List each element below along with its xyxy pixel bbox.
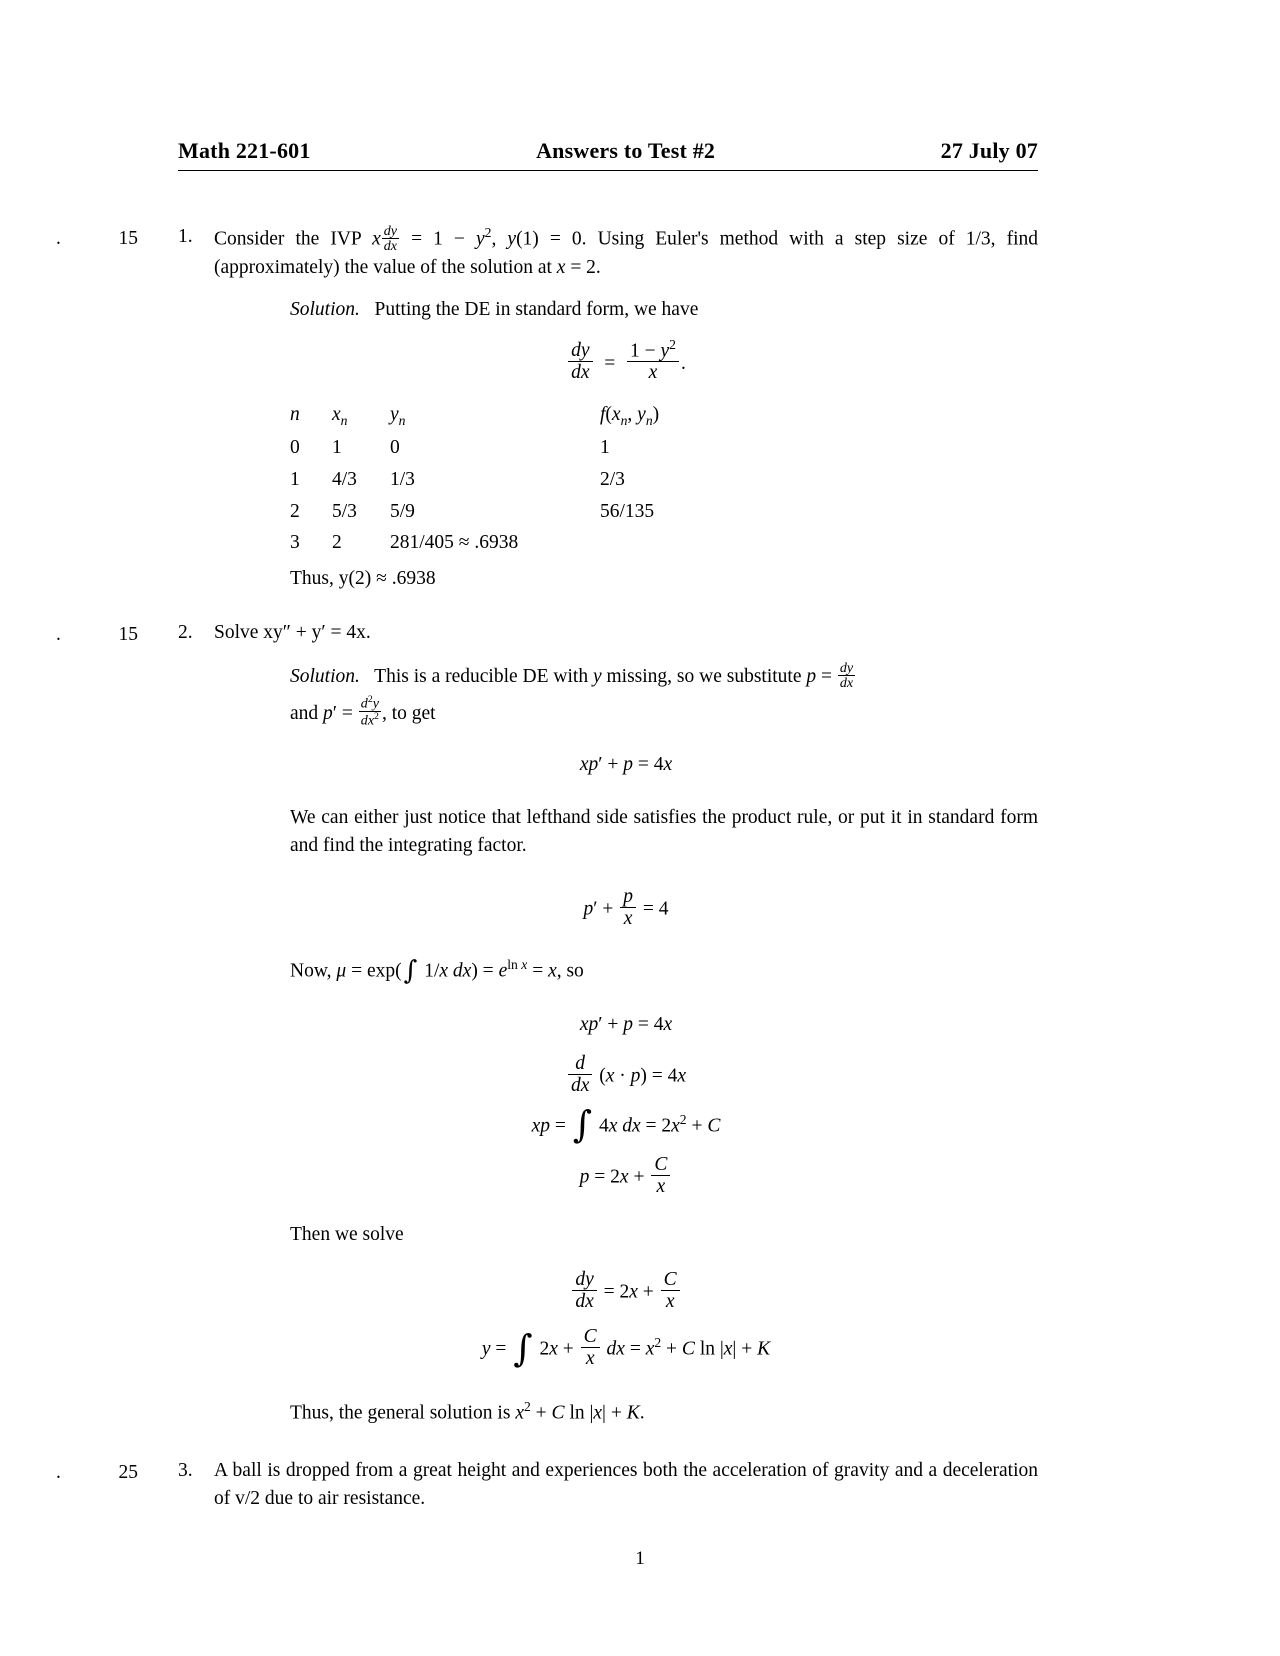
col-header-f: f	[600, 404, 606, 426]
problem-1-solution-label: Solution.	[290, 298, 360, 320]
cell-yn: 1/3	[390, 469, 415, 491]
problem-1-number: 1.	[178, 226, 193, 247]
problem-3-number: 3.	[178, 1460, 193, 1482]
problem-2-chain-line-2: $\frac{d}{dx}$ (x · p) = 4x	[214, 1053, 1038, 1096]
cell-f	[600, 527, 800, 559]
document-body	[56, 205, 1039, 1513]
problem-2-solution-text-d: , to get	[381, 703, 436, 725]
problem-1-points-value: 15	[118, 228, 138, 249]
problem-2	[56, 619, 1038, 1427]
cell-xn: 5/3	[332, 500, 357, 522]
problem-3	[56, 1457, 1038, 1512]
problem-2-final-answer: Thus, the general solution is $x^2 + C$ ln |x| + K.	[290, 1399, 645, 1424]
header-course: Math 221-601	[178, 138, 311, 163]
page-header	[178, 138, 1038, 171]
problem-1-standard-form-equation: $\frac{dy}{dx}$ = $\frac{1 - y^2}{x}$ .	[214, 338, 1038, 384]
problem-2-solution-text-c: and	[290, 703, 324, 725]
problem-2-chain2-line-2: y = ∫ 2x + $\frac{C}{x}$ dx = $x^2 + C$ ln |x| + K	[481, 1325, 771, 1370]
table-row	[290, 527, 800, 559]
cell-n: 0	[290, 437, 300, 459]
problem-1-statement-a: Consider the IVP	[214, 228, 373, 250]
cell-f: 56/135	[600, 500, 655, 522]
problem-1-conclusion: Thus, y(2) ≈ .6938	[290, 568, 436, 590]
table-row	[290, 432, 800, 464]
problem-2-solution-line-1: Solution. This is a reducible DE with y missing, so we substitute p = $\frac{dy}{dx}$	[290, 659, 854, 692]
problem-2-solution-line-2: and p′ = $\frac{d^2y}{dx^2}$ , to get	[290, 693, 436, 730]
header-title: Answers to Test #2	[536, 138, 716, 163]
problem-1	[56, 222, 1039, 593]
bullet-dot: .	[56, 228, 61, 249]
problem-2-statement: Solve xy″ + y′ = 4x.	[214, 621, 371, 643]
col-header-yn: $y_n$	[390, 404, 406, 428]
problem-3-points	[56, 1459, 138, 1487]
problem-2-mu-line: Now, μ = exp(∫ 1/x $dx) = e^{ln x} = x$, so	[290, 956, 584, 987]
problem-1-statement-b: ,	[491, 228, 508, 250]
cell-yn: 5/9	[390, 500, 415, 522]
problem-2-equation-standard-form: p′ + $\frac{p}{x}$ = 4	[583, 885, 669, 929]
cell-xn: 4/3	[332, 469, 357, 491]
euler-method-table	[290, 399, 800, 559]
cell-f: 2/3	[600, 469, 625, 491]
cell-n: 3	[290, 532, 300, 554]
problem-2-number: 2.	[178, 621, 193, 643]
problem-2-then-we-solve: Then we solve	[290, 1224, 404, 1246]
problem-2-mu-text-a: Now,	[290, 960, 337, 982]
problem-2-chain-line-4: p = 2x + $\frac{C}{x}$	[214, 1154, 1038, 1197]
cell-n: 1	[290, 469, 300, 491]
col-header-n: n	[290, 404, 300, 426]
header-date: 27 July 07	[940, 138, 1038, 163]
cell-xn: 2	[332, 532, 342, 554]
problem-2-points-value: 15	[118, 623, 138, 645]
problem-3-points-value: 25	[118, 1462, 138, 1484]
problem-2-solution-text-a: This is a reducible DE with	[374, 665, 593, 687]
problem-2-points	[56, 621, 138, 649]
problem-2-chain2-line-1: $\frac{dy}{dx}$ = 2x + $\frac{C}{x}$	[214, 1269, 1038, 1312]
bullet-dot: .	[56, 623, 61, 645]
cell-f: 1	[600, 437, 610, 459]
problem-1-statement: Consider the IVP x $\frac{dy}{dx}$ = $1 - y^2$, y(1) = 0. Using Euler's method with a step size of 1/3, find (approximately) the value of the solution at x = 2.	[214, 222, 1039, 279]
cell-n: 2	[290, 500, 300, 522]
table-row	[290, 464, 800, 496]
cell-xn: 1	[332, 437, 342, 459]
problem-1-solution-intro: Putting the DE in standard form, we have	[374, 298, 699, 320]
problem-1-solution	[290, 296, 1038, 324]
cell-yn: 0	[390, 437, 400, 459]
problem-2-chain-line-1: xp′ + p = 4x	[579, 1014, 673, 1036]
problem-1-points	[56, 225, 138, 253]
problem-2-solution-text-b: missing, so we substitute	[601, 665, 807, 687]
col-header-xn: $x_n$	[332, 404, 348, 428]
problem-1-statement-c: . Using Euler's method with a step size of 1/3, find (approximately) the value of the solution at	[214, 228, 1039, 279]
bullet-dot: .	[56, 1462, 61, 1484]
problem-3-statement: A ball is dropped from a great height and experiences both the acceleration of gravity and a deceleration of v/2 due to air resistance.	[214, 1460, 1038, 1509]
problem-2-solution-label: Solution.	[290, 665, 360, 687]
problem-2-equation-xp-p: xp′ + p = 4x	[579, 753, 673, 775]
problem-2-product-rule-paragraph: We can either just notice that lefthand side satisfies the product rule, or put it in standard form and find the integrating factor.	[290, 807, 1038, 857]
table-row	[290, 496, 800, 528]
page-number: 1	[635, 1548, 645, 1569]
cell-yn: 281/405 ≈ .6938	[390, 532, 519, 554]
problem-2-chain-line-3: xp = ∫ 4x dx = $2x^2 + C$	[531, 1103, 721, 1147]
table-header-row: n $x_n$ $y_n$ $f(x_n$, $y_n$)	[290, 404, 660, 428]
